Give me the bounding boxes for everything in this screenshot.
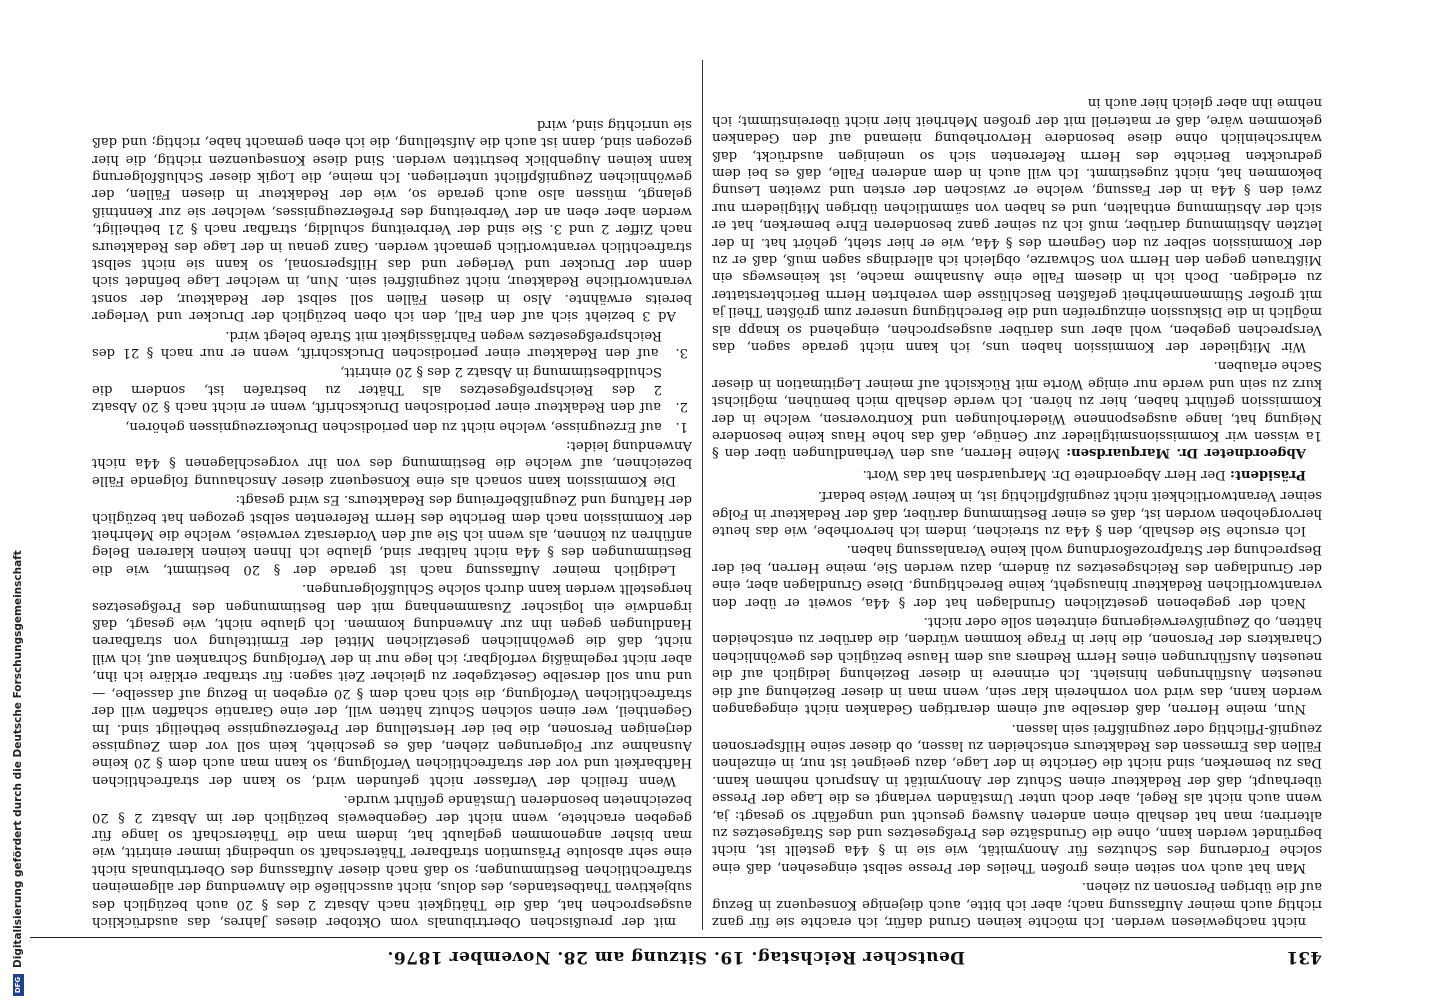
enumeration-text: auf den Redakteur einer periodischen Druckschrift, wenn er nur nach § 21 des Reichspreßgesetzes wegen Fahrlässigkeit mit Strafe belegt wird.	[92, 327, 662, 360]
paragraph: Nach der gegebenen gesetzlichen Grundlagen hat der § 44a, soweit er über den verantwortlichen Redakteur hinausgeht, keine Berechtigung. Diese Grundlagen aber, eine der Grundlagen des Reichsgesetzes zu ändern, dazu werden Sie, meine Herren, bei der Besprechung der Strafprozeßordnung wohl keine Veranlassung haben.	[712, 542, 1322, 610]
speaker-name: Abgeordneter Dr. Marquardsen:	[1066, 445, 1306, 461]
enumeration-item	[92, 326, 692, 361]
left-column	[712, 60, 1322, 930]
running-title: Deutscher Reichstag. 19. Sitzung am 28. November 1876.	[386, 947, 966, 967]
speaker-name: Präsident:	[1229, 466, 1306, 482]
page-number: 431	[1286, 947, 1322, 967]
paragraph: nicht nachgewiesen werden. Ich möchte keinen Grund dafür, ich erachte sie für ganz richtig auch meiner Auffassung nach; aber ich bitte, auch diejenige Konsequenz in Bezug auf die übrigen Personen zu ziehen.	[712, 879, 1322, 929]
enumeration-number: 1.	[675, 418, 688, 434]
right-column	[92, 60, 692, 930]
paragraph: Ad 3 bezieht sich auf den Fall, den ich oben bezüglich der Drucker und Verleger bereits erwähnte. Also in diesen Fällen soll selbst der Redakteur, der sonst verantwortliche Redakteur, nicht zeugnißfrei sein. Nun, in welcher Lage befindet sich denn der Drucker und Verleger und das Hilfspersonal, so kann sie nicht selbst strafrechtlich verantwortlich gemacht werden. Ganz genau in der Lage des Redakteurs nach Ziffer 2 und 3. Sie sind der Verbreitung schuldig, strafbar nach § 21 betheiligt, werden aber eben an der Verbreitung des Preßerzeugnisses, welcher sie zur Kenntniß gelangt, müssen also auch gerade so, wie der Redakteur in diesen Fällen, der gewöhnlichen Zeugnißpflicht unterliegen. Ich meine, die Logik dieser Schlußfolgerung kann keinen Augenblick bestritten werden. Sind diese Konsequenzen richtig, die hier gezogen sind, dann ist auch die Aufstellung, die ich eben gemacht habe, richtig; und daß sie unrichtig sind, wird	[92, 116, 692, 324]
paragraph: Ich ersuche Sie deshalb, den § 44a zu streichen, indem ich hervorhebe, wie das heute hervorgehoben worden ist, daß es einer Bestimmung darüber, daß der Redakteur in Folge seiner Verantwortlichkeit nicht zeugnißpflichtig ist, in keiner Weise bedarf.	[712, 488, 1322, 539]
enumeration-number: 2.	[675, 399, 688, 415]
header-rule	[30, 937, 1322, 938]
enumeration-text: auf Erzeugnisse, welche nicht zu den periodischen Druckerzeugnissen gehören,	[125, 418, 662, 434]
speaker-text: Der Herr Abgeordnete Dr. Marquardsen hat das Wort.	[862, 466, 1226, 482]
credit-text: Digitalisierung gefördert durch die Deutsche Forschungsgemeinschaft	[12, 550, 24, 968]
credit-line	[12, 550, 24, 996]
paragraph: Man hat auch von seiten eines großen Theiles der Presse selbst eingesehen, daß eine solche Forderung des Schutzes für Anonymität, wie sie in § 44a gestellt ist, nicht begründet werden kann, ohne die Grundsätze des Preßgesetzes und des Strafgesetzes zu alteriren; man hat deshalb einen anderen Ausweg gesucht und ungefähr so gesagt: ja, wenn auch nicht als Regel, aber doch unter Umständen verlangt es die Lage der Presse überhaupt, daß der Redakteur einen Schutz der Anonymität in Anspruch nehmen kann. Das zu bemerken, sind nicht die Gerichte in der Lage, dazu geeignet ist nur, in einzelnen Fällen das Ermessen des Redakteurs entscheiden zu lassen, ob dieser seine Hilfspersonen zeugniß-Pflichtig oder zeugnißfrei sein lassen.	[712, 720, 1322, 875]
quote-intro: Die Kommission kann sonach als eine Konsequenz dieser Anschauung folgende Fälle bezeichnen, auf welche die Bestimmung des von ihr vorgeschlagenen § 44a nicht Anwendung leidet:	[92, 438, 692, 488]
speaker-text: Meine Herren, aus den Verhandlungen über den § 1a wissen wir Kommissionsmitglieder zur Genüge, daß das hohe Haus keine besondere Neigung hat, lange ausgesponnene Wiederholungen und Kontroversen, welche in der Kommission geführt haben, hier zu hören. Ich werde deshalb mich bemühen, möglichst kurz zu sein und werde nur einige Worte mit Rücksicht auf meiner Legitimation in dieser Sache erlauben.	[712, 358, 1322, 461]
enumeration-item	[92, 363, 692, 415]
paragraph: Wenn freilich der Verfasser nicht gefunden wird, so kann der strafrechtlichen Haftbarkeit und vor der strafrechtlichen Verfolgung, so kann man auch dem § 20 keine Ausnahme zur Folgerungen ziehen, daß es geschieht, kein soll vor dem Zeugnisse derjenigen Personen, die bei der Herstellung der Preßerzeugnisse betheiligt sind. Im Gegentheil, wer einen solchen Schutz hätten will, der eine Garantie schaffen will der strafrechtlichen Verfolgung, die sich nach dem § 20 ergeben in Bezug auf dasselbe, — und nun soll derselbe Gesetzgeber zu gleicher Zeit sagen: für strafbar erkläre ich ihn, aber nicht regelmäßig verfolgbar; ich lege nur in der Verfolgung Schranken auf, ich will nicht, daß die gewöhnlichen gesetzlichen Mittel der Ermittelung von strafbaren Handlungen gegen ihn zur Anwendung kommen. Ich glaube nicht, wie gesagt, daß irgendwie ein logischer Zusammenhang mit den Bestimmungen des Preßgesetzes hergestellt werden kann durch solche Schlußfolgerungen.	[92, 581, 692, 788]
enumeration-number: 3.	[675, 345, 688, 360]
paragraph: Wir Mitglieder der Kommission haben uns, ich kann nicht gerade sagen, das Versprechen gegeben, wohl aber uns darüber ausgesprochen, eingehend so knapp als möglich in die Diskussion einzugreifen und die Berechtigung unserer zum größten Theil ja mit großer Stimmenmehrheit gefaßten Beschlüsse dem verehrten Herrn Berichterstatter zu erledigen. Doch ich in diesem Falle eine Ausnahme mache, ist keineswegs ein Mißtrauen gegen den Herrn von Schwarze, obgleich ich allerdings sagen muß, daß er zu der Kommission selber zu den Gegnern des § 44a, wie er hier steht, gehört hat. In der letzten Abstimmung darüber, muß ich zu seiner ganz besonderen Ehre bemerken, hat er sich der Abstimmung enthalten, und es haben von sämmtlichen übrigen Mitgliedern nur zwei den § 44a in der Fassung, welche er zwischen der ersten und zweiten Lesung bekommen hat, nicht zugestimmt. Ich will auch in dem anderen Falle, daß es bei dem gedruckten Berichte des Herrn Referenten sich so uneinigen ausdrückt, daß wahrscheinlich ohne diese besondere Hervorhebung niemand auf den Gedanken gekommen wäre, daß er materiell mit der großen Mehrheit hier nicht übereinstimmt; ich nehme ihn aber gleich hier auch in	[712, 95, 1322, 354]
paragraph: Nun, meine Herren, daß derselbe auf einem derartigen Gedanken nicht eingegangen werden kann, das wird von vornherein klar sein, wenn man in dieser Beziehung auf die neuesten Ausführungen hinsieht. Ich erinnere in dieser Beziehung lediglich auf die neuesten Ausführungen eines Herrn Redners aus dem Hause bezüglich des gewöhnlichen Charakters der Personen, die hier in Frage kommen würden, die darüber zu entscheiden hätten, ob Zeugnißverweigerung eintreten solle oder nicht.	[712, 614, 1322, 717]
column-divider	[702, 60, 703, 930]
paragraph: mit der preußischen Obertribunals vom Oktober dieses Jahres, das ausdrücklich ausgesprochen hat, daß die Thätigkeit nach Absatz 2 des § 20 auch bezüglich des subjektiven Thatbestandes, des dolus, nicht ausschließe die Anwendung der allgemeinen strafrechtlichen Bestimmungen; so daß nach dieser Auffassung des Obertribunals nicht eine sehr absolute Präsumtion strafbarer Thäterschaft so unbedingt immer eintritt, wie man bisher angenommen geglaubt hat, indem man die Thäterschaft so lange für gegeben erachtete, wenn nicht der Gegenbeweis bezüglich der im Absatz 2 § 20 bezeichneten besonderen Umstände geführt wurde.	[92, 792, 692, 929]
page-header	[30, 944, 1322, 970]
speaker-paragraph	[712, 357, 1322, 461]
enumeration-item	[92, 417, 692, 434]
paragraph: Lediglich meiner Auffassung nach ist gerade der § 20 bestimmt, wie die Bestimmungen des § 44a nicht haltbar sind, glaube ich Ihnen keinen klareren Beleg anführen zu können, als wenn ich Sie auf den Vordersatz verweise, welche die Mehrheit der Kommission nach dem Berichte des Herrn Referenten selbst gezogen hat bezüglich der Haftung und Zeugnißbefreiung des Redakteurs. Es wird gesagt:	[92, 492, 692, 577]
dfg-logo-icon: DFG	[13, 974, 24, 996]
digitization-credit	[4, 0, 24, 1000]
speaker-paragraph	[712, 465, 1322, 482]
enumeration-text: auf den Redakteur einer periodischen Druckschrift, wenn er nicht nach § 20 Absatz 2 des Reichspreßgesetzes als Thäter zu bestrafen ist, sondern die Schuldbestimmung in Absatz 2 des § 20 eintritt,	[92, 364, 662, 415]
